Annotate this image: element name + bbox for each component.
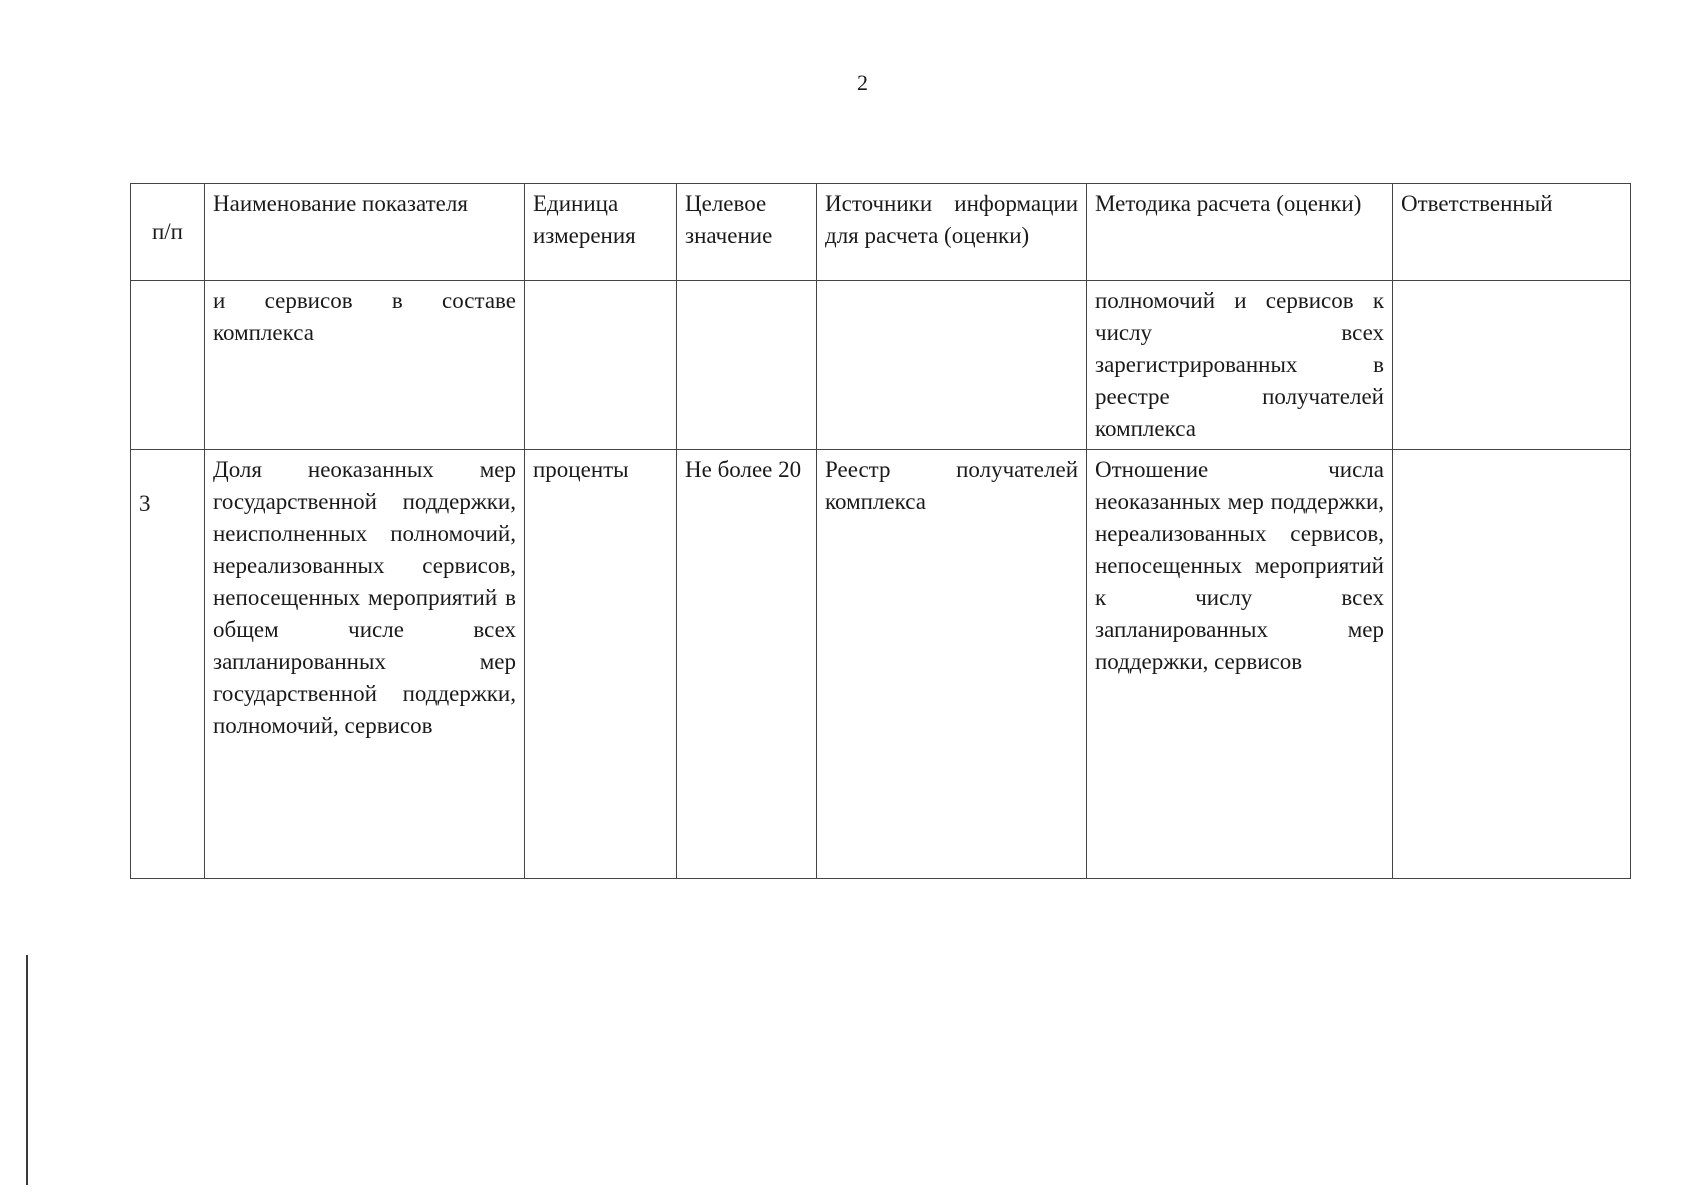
header-method: Методика расчета (оценки) [1087, 184, 1393, 281]
cell-method: Отношение числа неоказанных мер поддержки, нереализованных сервисов, непосещенных мероприятий к числу всех запланированных мер поддержки, сервисов [1087, 450, 1393, 879]
header-responsible: Ответственный [1393, 184, 1631, 281]
indicator-table [130, 183, 1631, 879]
cell-sources [817, 281, 1087, 450]
table-row [131, 281, 1631, 450]
table-row [131, 450, 1631, 879]
cell-responsible [1393, 281, 1631, 450]
row-number: 3 [139, 491, 151, 516]
header-target: Целевое значение [677, 184, 817, 281]
cell-unit: проценты [525, 450, 677, 879]
cell-name: Доля неоказанных мер государственной поддержки, неисполненных полномочий, нереализованных сервисов, непосещенных мероприятий в общем числе всех запланированных мер государственной поддержки, полномочий, сервисов [205, 450, 525, 879]
cell-name: и сервисов в составе комплекса [205, 281, 525, 450]
cell-target: Не более 20 [677, 450, 817, 879]
table-header-row [131, 184, 1631, 281]
header-unit: Единица измерения [525, 184, 677, 281]
cell-method: полномочий и сервисов к числу всех зарегистрированных в реестре получателей комплекса [1087, 281, 1393, 450]
cell-target [677, 281, 817, 450]
cell-num [131, 281, 205, 450]
cell-sources: Реестр получателей комплекса [817, 450, 1087, 879]
cell-responsible [1393, 450, 1631, 879]
cell-num [131, 450, 205, 879]
header-name: Наименование показателя [205, 184, 525, 281]
scan-margin-line [26, 955, 28, 1185]
cell-unit [525, 281, 677, 450]
header-sources: Источники информации для расчета (оценки) [817, 184, 1087, 281]
page-number: 2 [857, 70, 868, 95]
header-num: п/п [131, 184, 205, 281]
